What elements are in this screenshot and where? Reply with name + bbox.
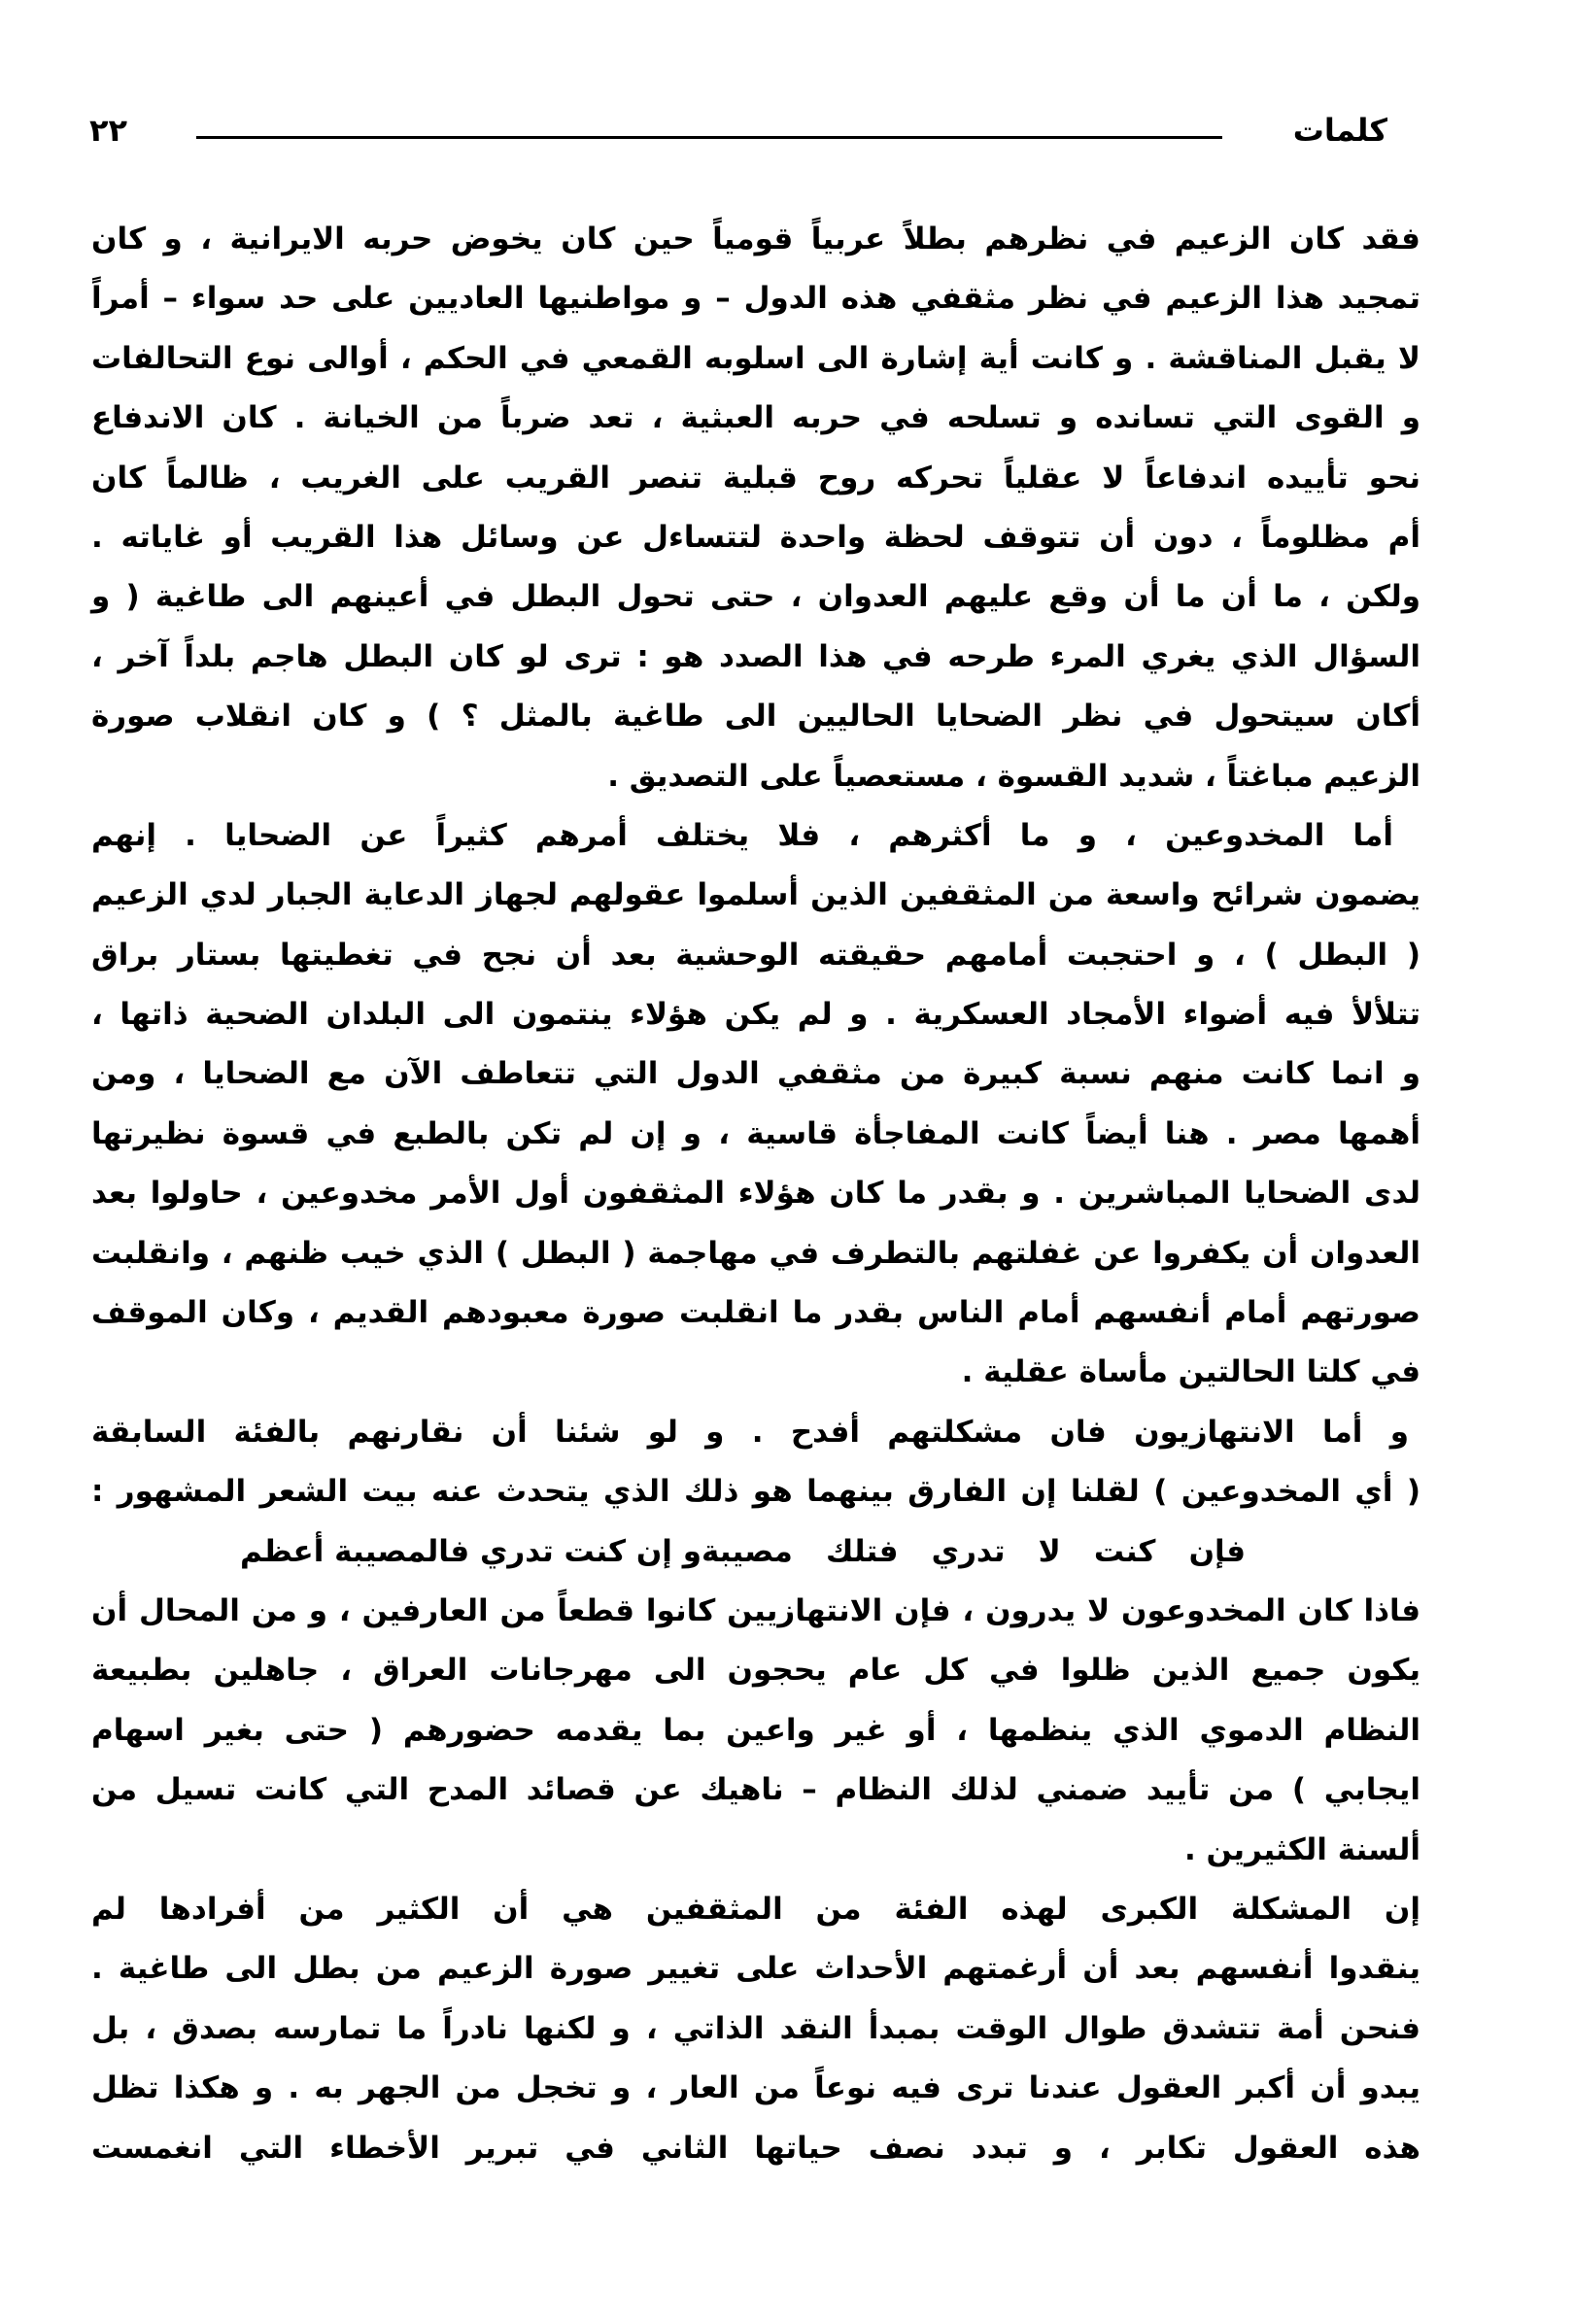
text-line: نحو تأييده اندفاعاً لا عقلياً تحركه روح قبلية تنصر القريب على الغريب ، ظالماً كان [91,460,1420,496]
text-line: النظام الدموي الذي ينظمها ، أو غير واعين بما يقدمه حضورهم ( حتى بغير اسهام [91,1712,1420,1748]
text-line: صورتهم أمام أنفسهم أمام الناس بقدر ما انقلبت صورة معبودهم القديم ، وكان الموقف [91,1295,1420,1331]
verse-first-hemistich: فإن كنت لا تدري فتلك مصيبة [701,1533,1246,1569]
text-line: تتلألأ فيه أضواء الأمجاد العسكرية . و لم يكن هؤلاء ينتمون الى البلدان الضحية ذاتها ، [91,997,1420,1033]
text-line: ولكن ، ما أن ما أن وقع عليهم العدوان ، حتى تحول البطل في أعينهم الى طاغية ( و [91,579,1420,615]
text-line: ألسنة الكثيرين . [1183,1831,1420,1867]
text-line: السؤال الذي يغري المرء طرحه في هذا الصدد هو : ترى لو كان البطل هاجم بلداً آخر ، [91,638,1420,674]
page-body [91,210,1420,2178]
text-line: ينقدوا أنفسهم بعد أن أرغمتهم الأحداث على تغيير صورة الزعيم من بطل الى طاغية . [91,1951,1420,1987]
text-line: أكان سيتحول في نظر الضحايا الحاليين الى طاغية بالمثل ؟ ) و كان انقلاب صورة [91,699,1420,735]
text-line: يضمون شرائح واسعة من المثقفين الذين أسلموا عقولهم لجهاز الدعاية الجبار لدي الزعيم [91,877,1420,913]
running-header [89,101,1387,159]
text-line: يبدو أن أكبر العقول عندنا ترى فيه نوعاً من العار ، و تخجل من الجهر به . و هكذا تظل [91,2070,1420,2106]
text-line: و أما الانتهازيون فان مشكلتهم أفدح . و لو شئنا أن نقارنهم بالفئة السابقة [91,1414,1409,1450]
text-line: فقد كان الزعيم في نظرهم بطلاً عربياً قومياً حين كان يخوض حربه الايرانية ، و كان [91,222,1420,256]
text-line: في كلتا الحالتين مأساة عقلية . [961,1354,1420,1390]
text-line: إن المشكلة الكبرى لهذه الفئة من المثقفين هي أن الكثير من أفرادها لم [91,1891,1420,1927]
text-line: الزعيم مباغتاً ، شديد القسوة ، مستعصياً على التصديق . [607,758,1420,794]
page-number: ٢٢ [89,112,128,149]
text-line: تمجيد هذا الزعيم في نظر مثقفي هذه الدول – و مواطنيها العاديين على حد سواء – أمراً [91,281,1420,317]
text-line: و القوى التي تسانده و تسلحه في حربه العبثية ، تعد ضرباً من الخيانة . كان الاندفاع [91,400,1420,436]
text-line: العدوان أن يكفروا عن غفلتهم بالتطرف في مهاجمة ( البطل ) الذي خيب ظنهم ، وانقلبت [91,1235,1420,1271]
poetry-verse [91,1522,1420,1582]
header-title: كلمات [1292,112,1387,149]
text-line: يكون جميع الذين ظلوا في كل عام يحجون الى مهرجانات العراق ، جاهلين بطبيعة [91,1653,1420,1689]
verse-second-hemistich: و إن كنت تدري فالمصيبة أعظم [240,1533,701,1569]
text-line: أم مظلوماً ، دون أن تتوقف لحظة واحدة لتتساءل عن وسائل هذا القريب أو غاياته . [91,519,1420,555]
text-line: لا يقبل المناقشة . و كانت أية إشارة الى اسلوبه القمعي في الحكم ، أوالى نوع التحالفات [91,340,1420,376]
text-line: ايجابي ) من تأييد ضمني لذلك النظام – ناهيك عن قصائد المدح التي كانت تسيل من [91,1772,1420,1808]
text-line: و انما كانت منهم نسبة كبيرة من مثقفي الدول التي تتعاطف الآن مع الضحايا ، ومن [91,1056,1420,1092]
header-rule [196,136,1222,139]
text-line: لدى الضحايا المباشرين . و بقدر ما كان هؤلاء المثقفون أول الأمر مخدوعين ، حاولوا بعد [91,1176,1420,1212]
text-line: أهمها مصر . هنا أيضاً كانت المفاجأة قاسية ، و إن لم تكن بالطبع في قسوة نظيرتها [91,1115,1420,1151]
text-line: هذه العقول تكابر ، و تبدد نصف حياتها الثاني في تبرير الأخطاء التي انغمست [91,2130,1420,2166]
text-line: فاذا كان المخدوعون لا يدرون ، فإن الانتهازيين كانوا قطعاً من العارفين ، و من المحال أن [91,1592,1420,1628]
text-line: ( أي المخدوعين ) لقلنا إن الفارق بينهما هو ذلك الذي يتحدث عنه بيت الشعر المشهور : [91,1474,1420,1510]
text-line: ( البطل ) ، و احتجبت أمامهم حقيقته الوحشية بعد أن نجح في تغطيتها بستار براق [91,937,1420,973]
text-line: فنحن أمة تتشدق طوال الوقت بمبدأ النقد الذاتي ، و لكنها نادراً ما تمارسه بصدق ، بل [91,2010,1420,2046]
text-line: أما المخدوعين ، و ما أكثرهم ، فلا يختلف أمرهم كثيراً عن الضحايا . إنهم [91,817,1393,853]
